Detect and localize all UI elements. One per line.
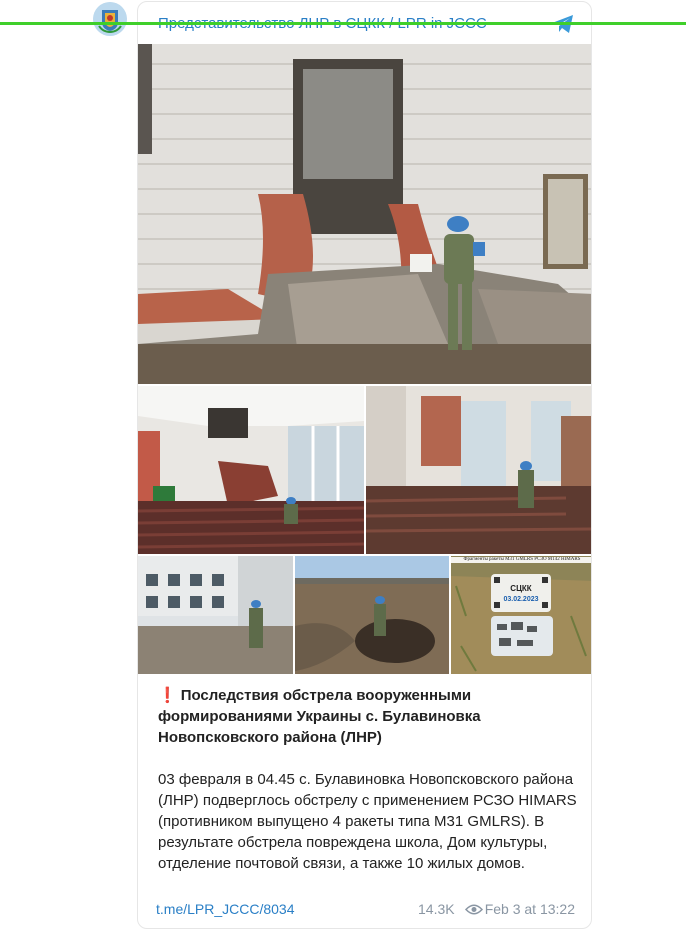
post-text bbox=[158, 685, 578, 874]
sign-label: СЦКК bbox=[510, 584, 532, 593]
eye-icon bbox=[465, 903, 483, 916]
sign-date: 03.02.2023 bbox=[503, 596, 539, 603]
photo-rocket-fragments[interactable] bbox=[451, 556, 592, 674]
post-card bbox=[137, 1, 592, 929]
post-footer bbox=[156, 901, 575, 919]
photo-hall-right[interactable] bbox=[366, 386, 592, 554]
channel-avatar[interactable] bbox=[93, 2, 127, 36]
photo-hall-left[interactable] bbox=[138, 386, 364, 554]
photo-main-building[interactable] bbox=[138, 44, 592, 384]
post-link[interactable]: t.me/LPR_JCCC/8034 bbox=[156, 901, 295, 917]
fragment-caption: Фрагменты ракеты M31 GMLRS РСЗО M142 HIMARS bbox=[451, 557, 592, 563]
post-date: Feb 3 at 13:22 bbox=[484, 901, 575, 917]
post-body: 03 февраля в 04.45 с. Булавиновка Новопсковского района (ЛНР) подверглось обстрелу с применением РСЗО HIMARS (противником выпущено 4 ракеты типа M31 GMLRS). В результате обстрела повреждена школа, Дом культуры, отделение почтовой связи, а также 10 жилых домов. bbox=[158, 771, 577, 872]
exclamation-icon: ❗ bbox=[158, 687, 177, 704]
photo-house-exterior[interactable] bbox=[138, 556, 293, 674]
post-title bbox=[158, 685, 578, 748]
coat-of-arms-icon bbox=[93, 2, 127, 36]
views-count: 14.3K bbox=[418, 901, 455, 917]
highlight-line bbox=[0, 22, 686, 25]
photo-crater[interactable] bbox=[295, 556, 449, 674]
post-title-text: Последствия обстрела вооруженными формированиями Украины с. Булавиновка Новопсковского района (ЛНР) bbox=[158, 687, 481, 746]
